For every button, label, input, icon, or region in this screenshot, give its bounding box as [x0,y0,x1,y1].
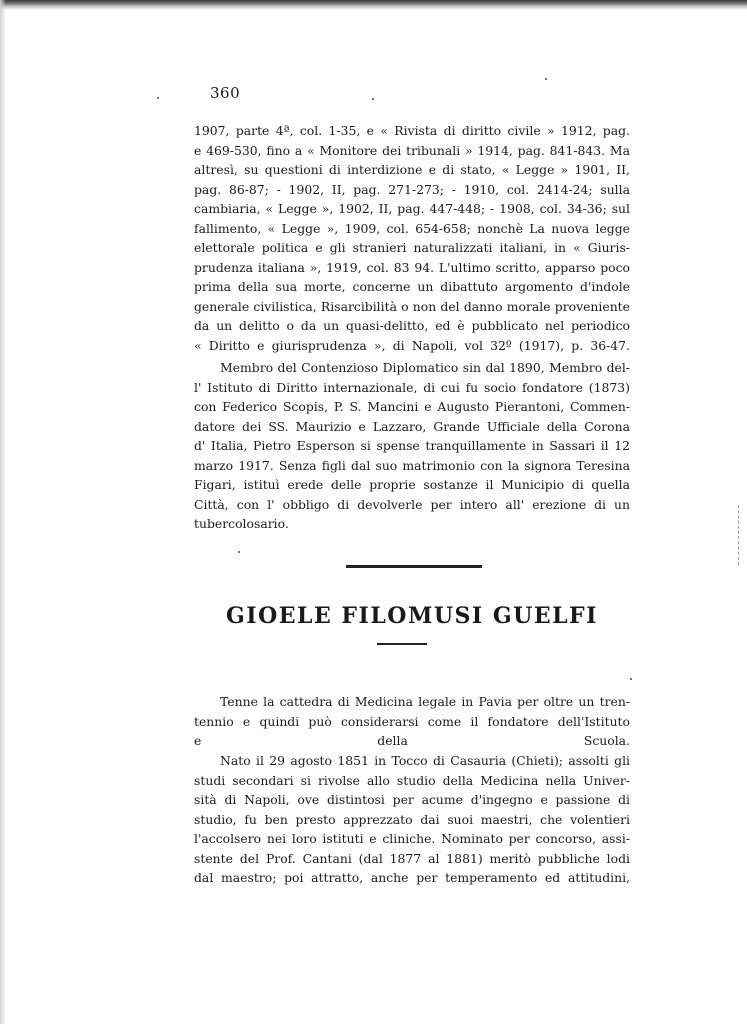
text-line: generale civilistica, Risarcibilità o non del danno morale proveniente [194,298,630,314]
text-line: Tenne la cattedra di Medicina legale in Pavia per oltre un tren- [220,694,630,709]
text-line: stente del Prof. Cantani (dal 1877 al 1881) meritò pubbliche lodi [194,850,630,866]
text-line: pag. 86-87; - 1902, II, pag. 271-273; - 1910, col. 2414-24; sulla [194,181,630,197]
scan-left-edge [0,0,6,1024]
heading-underline [377,643,427,645]
text-line: prudenza italiana », 1919, col. 83 94. L'ultimo scritto, apparso poco [194,259,630,275]
text-line: elettorale politica e gli stranieri naturalizzati italiani, in « Giuris- [194,240,630,255]
scan-top-edge [0,0,747,10]
text-line: l' Istituto di Diritto internazionale, di cui fu socio fondatore (1873) [194,379,630,395]
text-line: datore dei SS. Maurizio e Lazzaro, Grande Ufficiale della Corona [194,418,630,434]
text-line: Nato il 29 agosto 1851 in Tocco di Casauria (Chieti); assolti gli [220,753,630,768]
text-line: altresì, su questioni di interdizione e di stato, « Legge » 1901, II, [194,162,630,177]
text-line: e della Scuola. [194,733,630,748]
text-line: 1907, parte 4ª, col. 1-35, e « Rivista di diritto civile » 1912, pag. [194,123,630,138]
text-line: l'accolsero nei loro istituti e cliniche. Nominato per concorso, assi- [194,831,630,846]
scan-speck [157,97,159,99]
section-heading: GIOELE FILOMUSI GUELFI [226,603,598,629]
text-line: cambiaria, « Legge », 1902, II, pag. 447-448; - 1908, col. 34-36; sul [194,201,630,216]
text-line: sità di Napoli, ove distintosi per acume d'ingegno e passione di [194,792,630,807]
scan-edge-marks [738,505,743,565]
text-line: da un delitto o da un quasi-delitto, ed è pubblicato nel periodico [194,318,630,333]
text-line: Figari, istituì erede delle proprie sostanze il Municipio di quella [194,477,630,492]
text-line: « Diritto e giurisprudenza », di Napoli, vol 32º (1917), p. 36-47. [194,337,630,353]
text-line: Città, con l' obbligo di devolverle per intero all' erezione di un [194,496,630,512]
section-divider [346,565,482,568]
paragraph-biography-esperson [194,358,630,534]
text-line: fallimento, « Legge », 1909, col. 654-658; nonchè La nuova legge [194,220,630,236]
page-number: 360 [210,84,241,102]
text-line: prima della sua morte, concerne un dibattuto argomento d'indole [194,279,630,294]
text-line: tubercolosario. [194,516,289,531]
text-line: con Federico Scopis, P. S. Mancini e Augusto Pierantoni, Commen- [194,399,630,414]
paragraph-biography-filomusi [194,751,630,888]
text-line: d' Italia, Pietro Esperson si spense tranquillamente in Sassari il 12 [194,438,630,453]
text-line: tennio e quindi può considerarsi come il fondatore dell'Istituto [194,713,630,729]
text-line: studi secondari si rivolse allo studio della Medicina nella Univer- [194,772,630,788]
text-line: studio, fu ben presto apprezzato dai suoi maestri, che volentieri [194,811,630,827]
text-line: dal maestro; poi attratto, anche per temperamento ed attitudini, [194,870,630,885]
paragraph-references [194,121,630,355]
text-line: e 469-530, fino a « Monitore dei tribunali » 1914, pag. 841-843. Ma [194,142,630,158]
paragraph-intro-filomusi [194,692,630,751]
text-line: marzo 1917. Senza figli dal suo matrimonio con la signora Teresina [194,457,630,473]
scan-speck [545,78,547,80]
scan-speck [238,551,240,553]
scan-speck [630,678,632,680]
text-line: Membro del Contenzioso Diplomatico sin dal 1890, Membro del- [220,360,630,375]
scan-speck [372,98,374,100]
